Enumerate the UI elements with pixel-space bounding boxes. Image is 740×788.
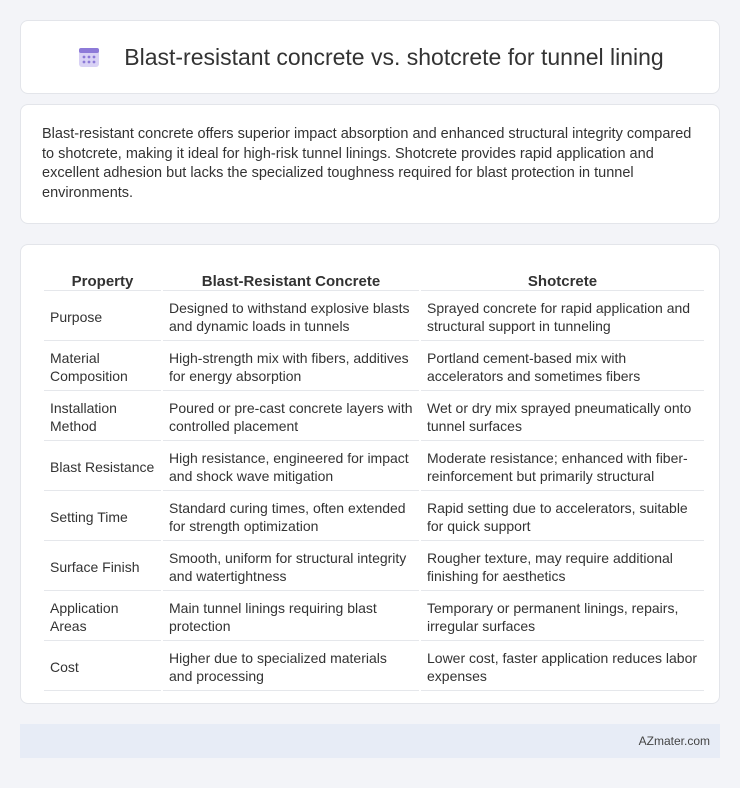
table-row: [44, 343, 704, 391]
row-shotcrete-value: Rougher texture, may require additional finishing for aesthetics: [421, 543, 704, 591]
row-shotcrete-value: Sprayed concrete for rapid application and structural support in tunneling: [421, 293, 704, 341]
row-shotcrete-value: Moderate resistance; enhanced with fiber-reinforcement but primarily structural: [421, 443, 704, 491]
footer-site-link[interactable]: AZmater.com: [638, 734, 710, 748]
footer: [20, 724, 720, 758]
table-row: [44, 543, 704, 591]
row-shotcrete-value: Wet or dry mix sprayed pneumatically onto tunnel surfaces: [421, 393, 704, 441]
row-property: Setting Time: [44, 493, 161, 541]
row-blast-resistant-value: High resistance, engineered for impact and shock wave mitigation: [163, 443, 419, 491]
row-property: Blast Resistance: [44, 443, 161, 491]
row-shotcrete-value: Portland cement-based mix with accelerators and sometimes fibers: [421, 343, 704, 391]
row-blast-resistant-value: Main tunnel linings requiring blast protection: [163, 593, 419, 641]
row-blast-resistant-value: High-strength mix with fibers, additives for energy absorption: [163, 343, 419, 391]
comparison-table: [42, 265, 706, 693]
title-wrap: [76, 44, 663, 71]
table-row: [44, 393, 704, 441]
table-row: [44, 643, 704, 691]
row-property: Surface Finish: [44, 543, 161, 591]
table-row: [44, 443, 704, 491]
row-shotcrete-value: Rapid setting due to accelerators, suitable for quick support: [421, 493, 704, 541]
table-header-row: [44, 267, 704, 291]
header-blast-resistant-concrete: Blast-Resistant Concrete: [163, 267, 419, 291]
row-shotcrete-value: Temporary or permanent linings, repairs, irregular surfaces: [421, 593, 704, 641]
row-blast-resistant-value: Standard curing times, often extended for strength optimization: [163, 493, 419, 541]
row-shotcrete-value: Lower cost, faster application reduces labor expenses: [421, 643, 704, 691]
row-property: Application Areas: [44, 593, 161, 641]
comparison-table-card: [20, 244, 720, 704]
title-card: [20, 20, 720, 94]
row-property: Cost: [44, 643, 161, 691]
table-row: [44, 293, 704, 341]
summary-text: Blast-resistant concrete offers superior impact absorption and enhanced structural integrity compared to shotcrete, making it ideal for high-risk tunnel linings. Shotcrete provides rapid application and excellent adhesion but lacks the specialized toughness required for blast protection in tunnel environments.: [42, 126, 692, 201]
summary-card: [20, 104, 720, 224]
row-blast-resistant-value: Smooth, uniform for structural integrity and watertightness: [163, 543, 419, 591]
row-property: Purpose: [44, 293, 161, 341]
row-property: Installation Method: [44, 393, 161, 441]
header-shotcrete: Shotcrete: [421, 267, 704, 291]
table-row: [44, 493, 704, 541]
header-property: Property: [44, 267, 161, 291]
row-blast-resistant-value: Poured or pre-cast concrete layers with controlled placement: [163, 393, 419, 441]
table-row: [44, 593, 704, 641]
row-blast-resistant-value: Higher due to specialized materials and processing: [163, 643, 419, 691]
page-title: Blast-resistant concrete vs. shotcrete for tunnel lining: [124, 43, 664, 70]
row-property: Material Composition: [44, 343, 161, 391]
row-blast-resistant-value: Designed to withstand explosive blasts and dynamic loads in tunnels: [163, 293, 419, 341]
calendar-grid-icon: [76, 44, 102, 70]
